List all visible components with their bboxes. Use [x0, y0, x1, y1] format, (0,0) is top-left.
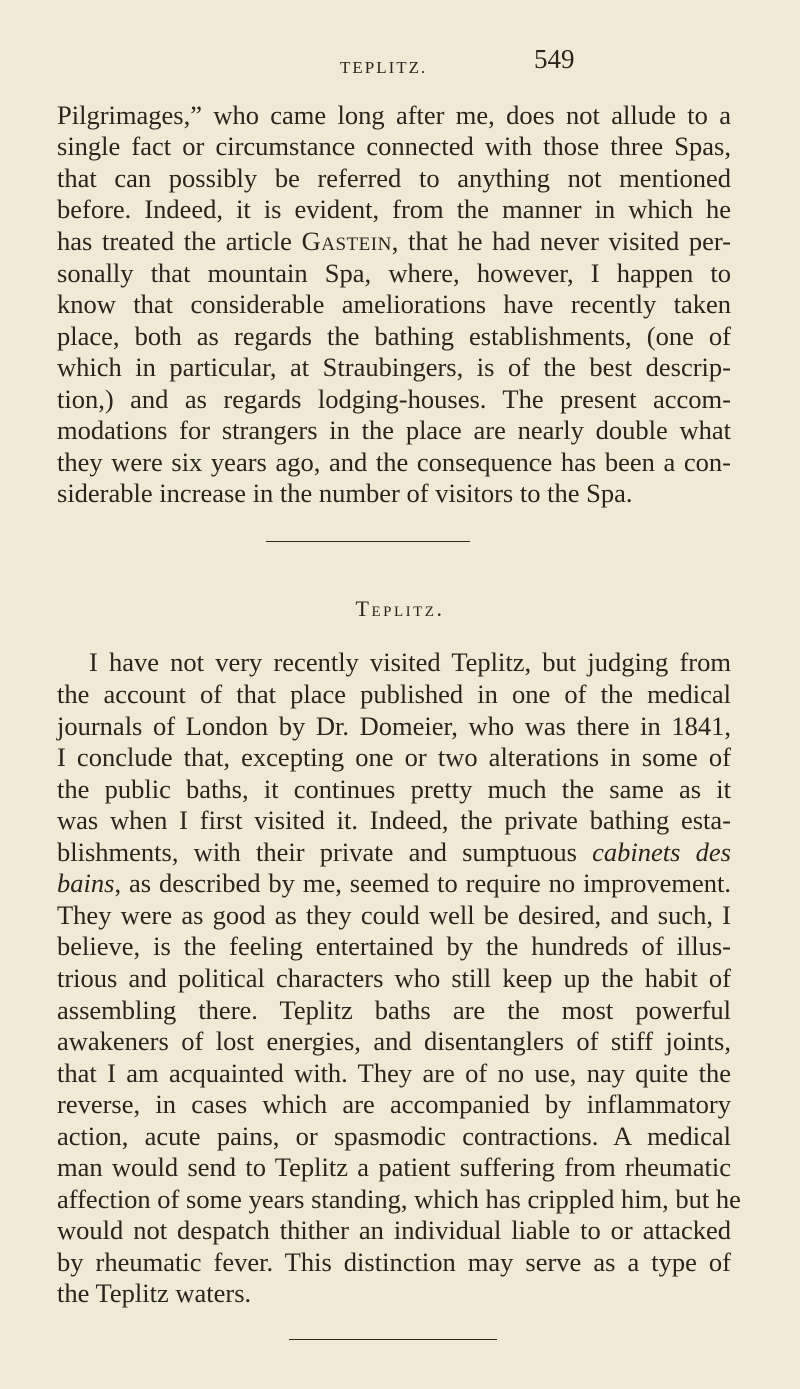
- text-run: They were as good as they could well be desired, and such, I: [57, 900, 731, 930]
- text-line: [57, 415, 731, 445]
- text-line: [57, 931, 731, 961]
- text-line: [57, 131, 731, 161]
- text-line: [57, 1121, 731, 1151]
- running-title: TEPLITZ.: [340, 58, 428, 77]
- text-line: [57, 1278, 731, 1308]
- text-run: journals of London by Dr. Domeier, who was there in 1841,: [57, 711, 731, 741]
- section-heading: Teplitz.: [355, 596, 445, 621]
- text-line: [57, 963, 731, 993]
- text-line: [57, 226, 731, 256]
- text-run: which in particular, at Straubingers, is of the best descrip-: [57, 352, 731, 382]
- text-line: [57, 711, 731, 741]
- text-line: [57, 1089, 731, 1119]
- text-run: I have not very recently visited Teplitz, but judging from: [89, 647, 731, 677]
- text-run: that can possibly be referred to anything not mentioned: [57, 163, 731, 193]
- text-line: [57, 384, 731, 414]
- text-run: the Teplitz waters.: [57, 1278, 252, 1308]
- text-run: , that he had never visited per-: [391, 226, 732, 256]
- text-run: modations for strangers in the place are nearly double what: [57, 415, 731, 445]
- text-line: [57, 805, 731, 835]
- text-run: I conclude that, excepting one or two alterations in some of: [57, 742, 731, 772]
- text-run: affection of some years standing, which has crippled him, but he: [57, 1184, 741, 1214]
- text-run: siderable increase in the number of visitors to the Spa.: [57, 478, 633, 508]
- text-line: [57, 1247, 731, 1277]
- text-run: know that considerable ameliorations have recently taken: [57, 289, 731, 319]
- section-end-rule: [289, 1339, 497, 1340]
- text-run: tion,) and as regards lodging-houses. The present accom-: [57, 384, 731, 414]
- text-run: believe, is the feeling entertained by the hundreds of illus-: [57, 931, 731, 961]
- place-name-gastein: Gastein: [301, 226, 392, 256]
- text-run: was when I first visited it. Indeed, the private bathing esta-: [57, 805, 731, 835]
- text-line: [57, 447, 731, 477]
- text-run: the public baths, it continues pretty much the same as it: [57, 774, 731, 804]
- italic-phrase: bains: [57, 868, 115, 898]
- text-line: [57, 1184, 741, 1214]
- text-line: [57, 194, 731, 224]
- text-run: assembling there. Teplitz baths are the most powerful: [57, 995, 731, 1025]
- text-line: [57, 774, 731, 804]
- text-line: [89, 647, 731, 677]
- text-line: [57, 478, 731, 508]
- text-run: place, both as regards the bathing establishments, (one of: [57, 321, 731, 351]
- text-run: has treated the article: [57, 226, 302, 256]
- text-line: [57, 837, 731, 867]
- text-run: action, acute pains, or spasmodic contractions. A medical: [57, 1121, 731, 1151]
- text-run: the account of that place published in one of the medical: [57, 679, 731, 709]
- text-line: [57, 1215, 731, 1245]
- text-line: [57, 900, 731, 930]
- section-divider: [266, 541, 470, 542]
- italic-phrase: cabinets des: [592, 837, 731, 867]
- text-run: before. Indeed, it is evident, from the manner in which he: [57, 194, 731, 224]
- text-run: would not despatch thither an individual liable to or attacked: [57, 1215, 731, 1245]
- text-run: man would send to Teplitz a patient suffering from rheumatic: [57, 1152, 731, 1182]
- text-line: [57, 995, 731, 1025]
- text-line: [57, 1026, 731, 1056]
- page-number: 549: [534, 44, 575, 74]
- text-run: trious and political characters who still keep up the habit of: [57, 963, 731, 993]
- text-line: [57, 742, 731, 772]
- text-line: [57, 868, 731, 898]
- text-line: [57, 258, 731, 288]
- text-line: [57, 679, 731, 709]
- text-run: blishments, with their private and sumptuous: [57, 837, 593, 867]
- text-line: [57, 163, 731, 193]
- text-line: [57, 321, 731, 351]
- text-line: [57, 1058, 731, 1088]
- text-run: by rheumatic fever. This distinction may serve as a type of: [57, 1247, 731, 1277]
- text-run: reverse, in cases which are accompanied by inflammatory: [57, 1089, 731, 1119]
- text-run: , as described by me, seemed to require no improvement.: [114, 868, 731, 898]
- text-line: [57, 352, 731, 382]
- text-run: single fact or circumstance connected with those three Spas,: [57, 131, 731, 161]
- text-line: [57, 1152, 731, 1182]
- text-line: [57, 289, 731, 319]
- text-line: [57, 100, 731, 130]
- text-run: sonally that mountain Spa, where, however, I happen to: [57, 258, 731, 288]
- text-run: they were six years ago, and the consequence has been a con-: [57, 447, 731, 477]
- text-run: Pilgrimages,” who came long after me, does not allude to a: [57, 100, 731, 130]
- text-run: awakeners of lost energies, and disentanglers of stiff joints,: [57, 1026, 731, 1056]
- text-run: that I am acquainted with. They are of no use, nay quite the: [57, 1058, 731, 1088]
